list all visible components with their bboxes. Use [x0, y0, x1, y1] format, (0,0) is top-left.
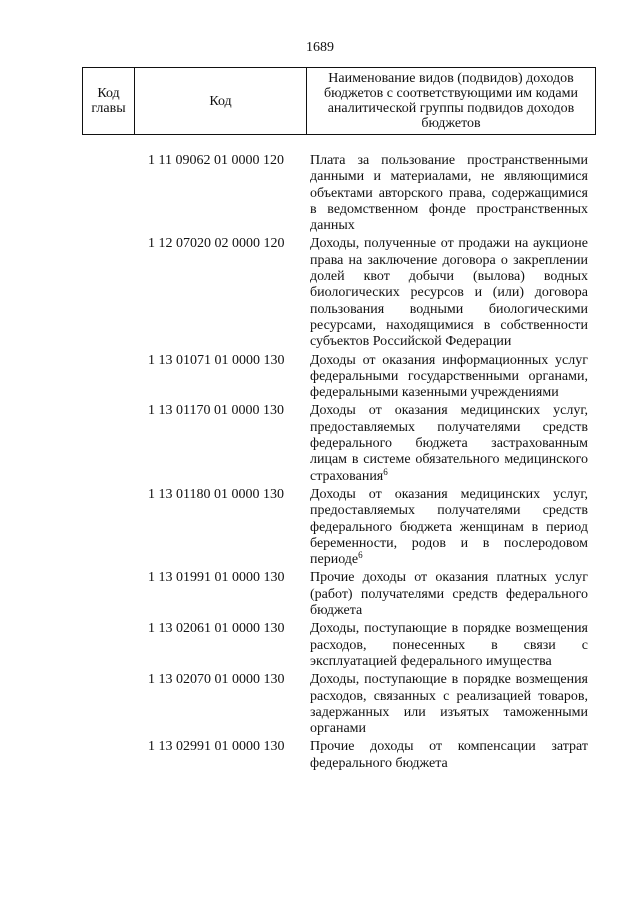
revenue-code: 1 13 02991 01 0000 130	[148, 739, 285, 755]
table-row	[148, 353, 588, 402]
revenue-name: Доходы от оказания информационных услуг федеральными государственными органами, федеральными казенными учреждениями	[310, 352, 588, 401]
revenue-code: 1 13 01991 01 0000 130	[148, 570, 285, 586]
revenue-name: Доходы, поступающие в порядке возмещения расходов, понесенных в связи с эксплуатацией федерального имущества	[310, 621, 588, 669]
header-code: Код	[135, 68, 307, 135]
revenue-name: Доходы от оказания медицинских услуг, предоставляемых получателями средств федерального бюджета застрахованным лицам в системе обязательного медицинского страхования$^6$	[310, 403, 588, 484]
table-row	[148, 403, 588, 484]
revenue-name: Доходы от оказания медицинских услуг, предоставляемых получателями средств федерального бюджета женщинам в период беременности, родов и в послеродовом периоде$^6$	[310, 486, 588, 568]
header-name: Наименование видов (подвидов) доходов бюджетов с соответствующими им кодами аналитической группы подвидов доходов бюджетов	[307, 68, 596, 135]
table-row	[148, 621, 588, 670]
footnote-mark: 6	[383, 466, 388, 477]
table-row	[148, 153, 588, 234]
table-header	[82, 67, 596, 135]
page-number: 1689	[306, 40, 334, 55]
table-row	[148, 487, 588, 568]
revenue-list	[148, 153, 588, 774]
header-chapter-code: Код главы	[83, 68, 135, 135]
revenue-name: Прочие доходы от оказания платных услуг (работ) получателями средств федерального бюджета	[310, 570, 588, 619]
table-row	[148, 570, 588, 619]
revenue-name: Доходы, полученные от продажи на аукционе права на заключение договора о закреплении долей квот добычи (вылова) водных биологических ресурсов и (или) договора пользования водными биологическими ресурсами, находящимися в собственности субъектов Российской Федерации	[310, 236, 588, 350]
revenue-name: Плата за пользование пространственными данными и материалами, не являющимися объектами авторского права, содержащимися в ведомственном фонде пространственных данных	[310, 153, 588, 234]
table-row	[148, 236, 588, 350]
footnote-mark: 6	[358, 550, 363, 561]
revenue-code: 1 12 07020 02 0000 120	[148, 236, 285, 252]
revenue-code: 1 13 02061 01 0000 130	[148, 621, 285, 637]
revenue-code: 1 13 01180 01 0000 130	[148, 486, 284, 502]
revenue-code: 1 13 01170 01 0000 130	[148, 403, 284, 419]
table-row	[148, 739, 588, 772]
revenue-code: 1 11 09062 01 0000 120	[148, 153, 284, 168]
table-row	[148, 672, 588, 737]
revenue-code: 1 13 02070 01 0000 130	[148, 672, 285, 688]
revenue-name: Доходы, поступающие в порядке возмещения расходов, связанных с реализацией товаров, задержанных или изъятых таможенными органами	[310, 672, 588, 737]
revenue-name: Прочие доходы от компенсации затрат федерального бюджета	[310, 739, 588, 771]
revenue-code: 1 13 01071 01 0000 130	[148, 352, 285, 368]
